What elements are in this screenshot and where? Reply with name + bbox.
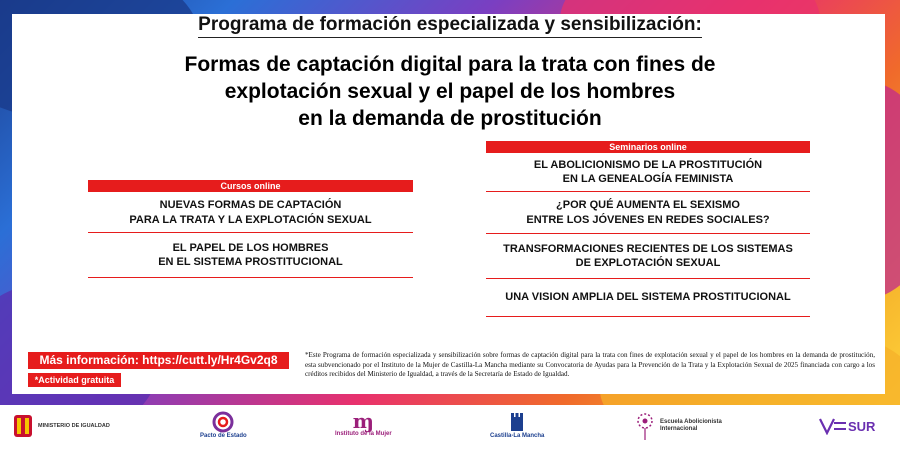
curso-item bbox=[88, 193, 413, 233]
item-line: EL ABOLICIONISMO DE LA PROSTITUCIÓN bbox=[533, 158, 763, 171]
seminario-item bbox=[486, 234, 810, 279]
pacto-logo bbox=[200, 411, 247, 440]
sur-logo bbox=[818, 417, 875, 435]
program-title bbox=[0, 52, 900, 133]
seminario-item bbox=[486, 192, 810, 234]
item-line: EN EL SISTEMA PROSTITUCIONAL bbox=[158, 256, 343, 268]
pacto-text: Pacto de Estado bbox=[200, 433, 247, 439]
seminario-item bbox=[486, 279, 810, 317]
coat-of-arms-icon bbox=[12, 413, 34, 439]
item-line: EN LA GENEALOGÍA FEMINISTA bbox=[562, 173, 734, 185]
escuela-logo bbox=[632, 411, 738, 441]
title-line: en la demanda de prostitución bbox=[298, 106, 602, 130]
sur-text: SUR bbox=[848, 418, 876, 434]
instituto-text: Instituto de la Mujer bbox=[335, 431, 392, 437]
title-line: explotación sexual y el papel de los hombres bbox=[224, 79, 676, 103]
item-line: ¿POR QUÉ AUMENTA EL SEXISMO bbox=[556, 199, 740, 212]
item-line: PARA LA TRATA Y LA EXPLOTACIÓN SEXUAL bbox=[129, 213, 372, 226]
item-line: NUEVAS FORMAS DE CAPTACIÓN bbox=[159, 199, 342, 212]
pacto-icon bbox=[210, 411, 236, 433]
escuela-text: Escuela Abolicionista Internacional bbox=[660, 419, 722, 432]
im-monogram-icon: ɱ bbox=[352, 409, 374, 433]
free-badge: *Actividad gratuita bbox=[28, 373, 121, 387]
cursos-label: Cursos online bbox=[88, 180, 413, 192]
item-line: TRANSFORMACIONES RECIENTES DE LOS SISTEMAS bbox=[503, 242, 793, 255]
curso-item bbox=[88, 233, 413, 278]
seminarios-label: Seminarios online bbox=[486, 141, 810, 153]
footnote: *Este Programa de formación especializada y sensibilización sobre formas de captación digital para la trata con fines de explotación sexual y el papel de los hombres en la demanda de prostitución, esta subvencionado por el Instituto de la Mujer de Castilla-La Mancha mediante su Convocatoria de Ayudas para la Prevención de la Trata y la Explotación Sexual de 2025 financiada con cargo a los créditos recibidos del Ministerio de Igualdad, a través de la Secretaría de Estado de Igualdad. bbox=[305, 351, 875, 379]
item-line: EL PAPEL DE LOS HOMBRES bbox=[172, 241, 329, 254]
item-line: UNA VISION AMPLIA DEL SISTEMA PROSTITUCIONAL bbox=[505, 291, 791, 304]
program-subtitle: Programa de formación especializada y sensibilización: bbox=[0, 14, 900, 36]
item-line: ENTRE LOS JÓVENES EN REDES SOCIALES? bbox=[526, 213, 770, 226]
title-line: Formas de captación digital para la trata con fines de bbox=[184, 53, 716, 76]
logo-strip bbox=[0, 405, 900, 450]
dandelion-icon bbox=[632, 411, 658, 441]
instituto-logo bbox=[335, 411, 392, 438]
item-line: DE EXPLOTACIÓN SEXUAL bbox=[575, 257, 721, 269]
castle-icon bbox=[509, 411, 525, 433]
sur-mark-icon bbox=[818, 417, 848, 435]
castilla-text: Castilla-La Mancha bbox=[490, 433, 545, 439]
more-info-link[interactable]: Más información: https://cutt.ly/Hr4Gv2q8 bbox=[28, 352, 289, 369]
seminario-item bbox=[486, 153, 810, 192]
castilla-logo bbox=[490, 411, 544, 440]
ministerio-logo bbox=[12, 413, 118, 439]
ministerio-text: MINISTERIO DE IGUALDAD bbox=[38, 422, 110, 429]
